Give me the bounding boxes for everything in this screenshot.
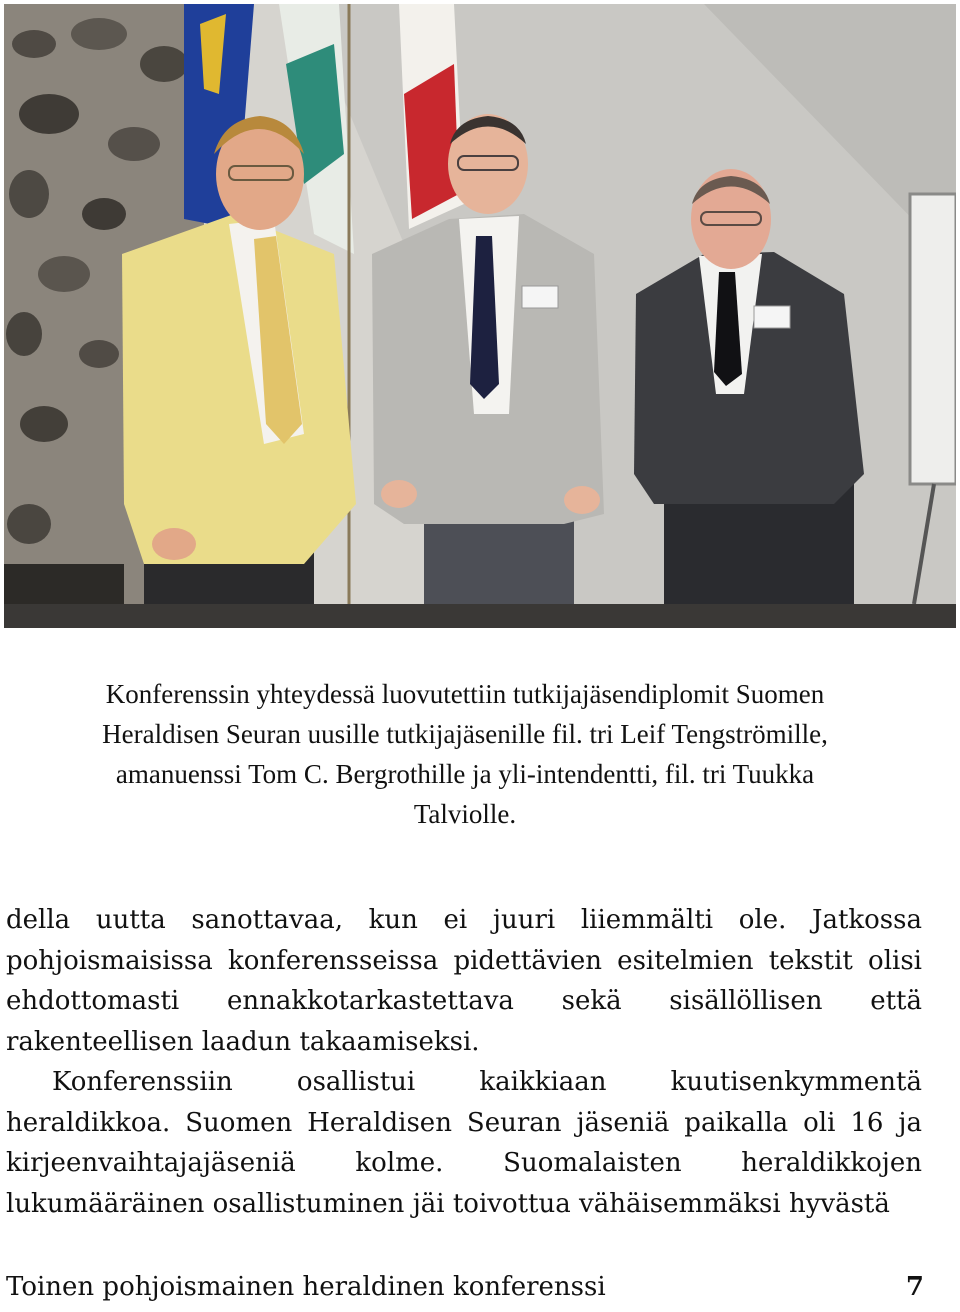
caption-line: Konferenssin yhteydessä luovutettiin tutkijajäsendiplomit Suomen [105, 679, 825, 709]
running-title: Toinen pohjoismainen heraldinen konferenssi [6, 1272, 606, 1302]
caption-line: amanuenssi Tom C. Bergrothille ja yli-intendentti, fil. tri Tuukka [115, 759, 815, 789]
photo [4, 4, 956, 628]
page-number: 7 [905, 1272, 924, 1302]
group-photo-image [4, 4, 956, 628]
paragraph: Konferenssiin osallistui kaikkiaan kuutisenkymmentä heraldikkoa. Suomen Heraldisen Seuran jäseniä paikalla oli 16 ja kirjeenvaihtajajäseniä kolme. Suomalaisten heraldikkojen lukumääräinen osallistuminen jäi toivottua vähäisemmäksi hyvästä [6, 1067, 922, 1219]
paragraph: della uutta sanottavaa, kun ei juuri liiemmälti ole. Jatkossa pohjoismaisissa konferensseissa pidettävien esitelmien tekstit olisi ehdottomasti ennakkotarkastettava sekä sisällöllisen että rakenteellisen laadun takaamiseksi. [6, 905, 922, 1057]
caption-line: Talviolle. [413, 799, 517, 829]
page-footer [6, 1267, 924, 1307]
caption-line: Heraldisen Seuran uusille tutkijajäsenille fil. tri Leif Tengströmille, [102, 719, 828, 749]
photo-caption [12, 674, 918, 834]
article-body [6, 900, 922, 1224]
